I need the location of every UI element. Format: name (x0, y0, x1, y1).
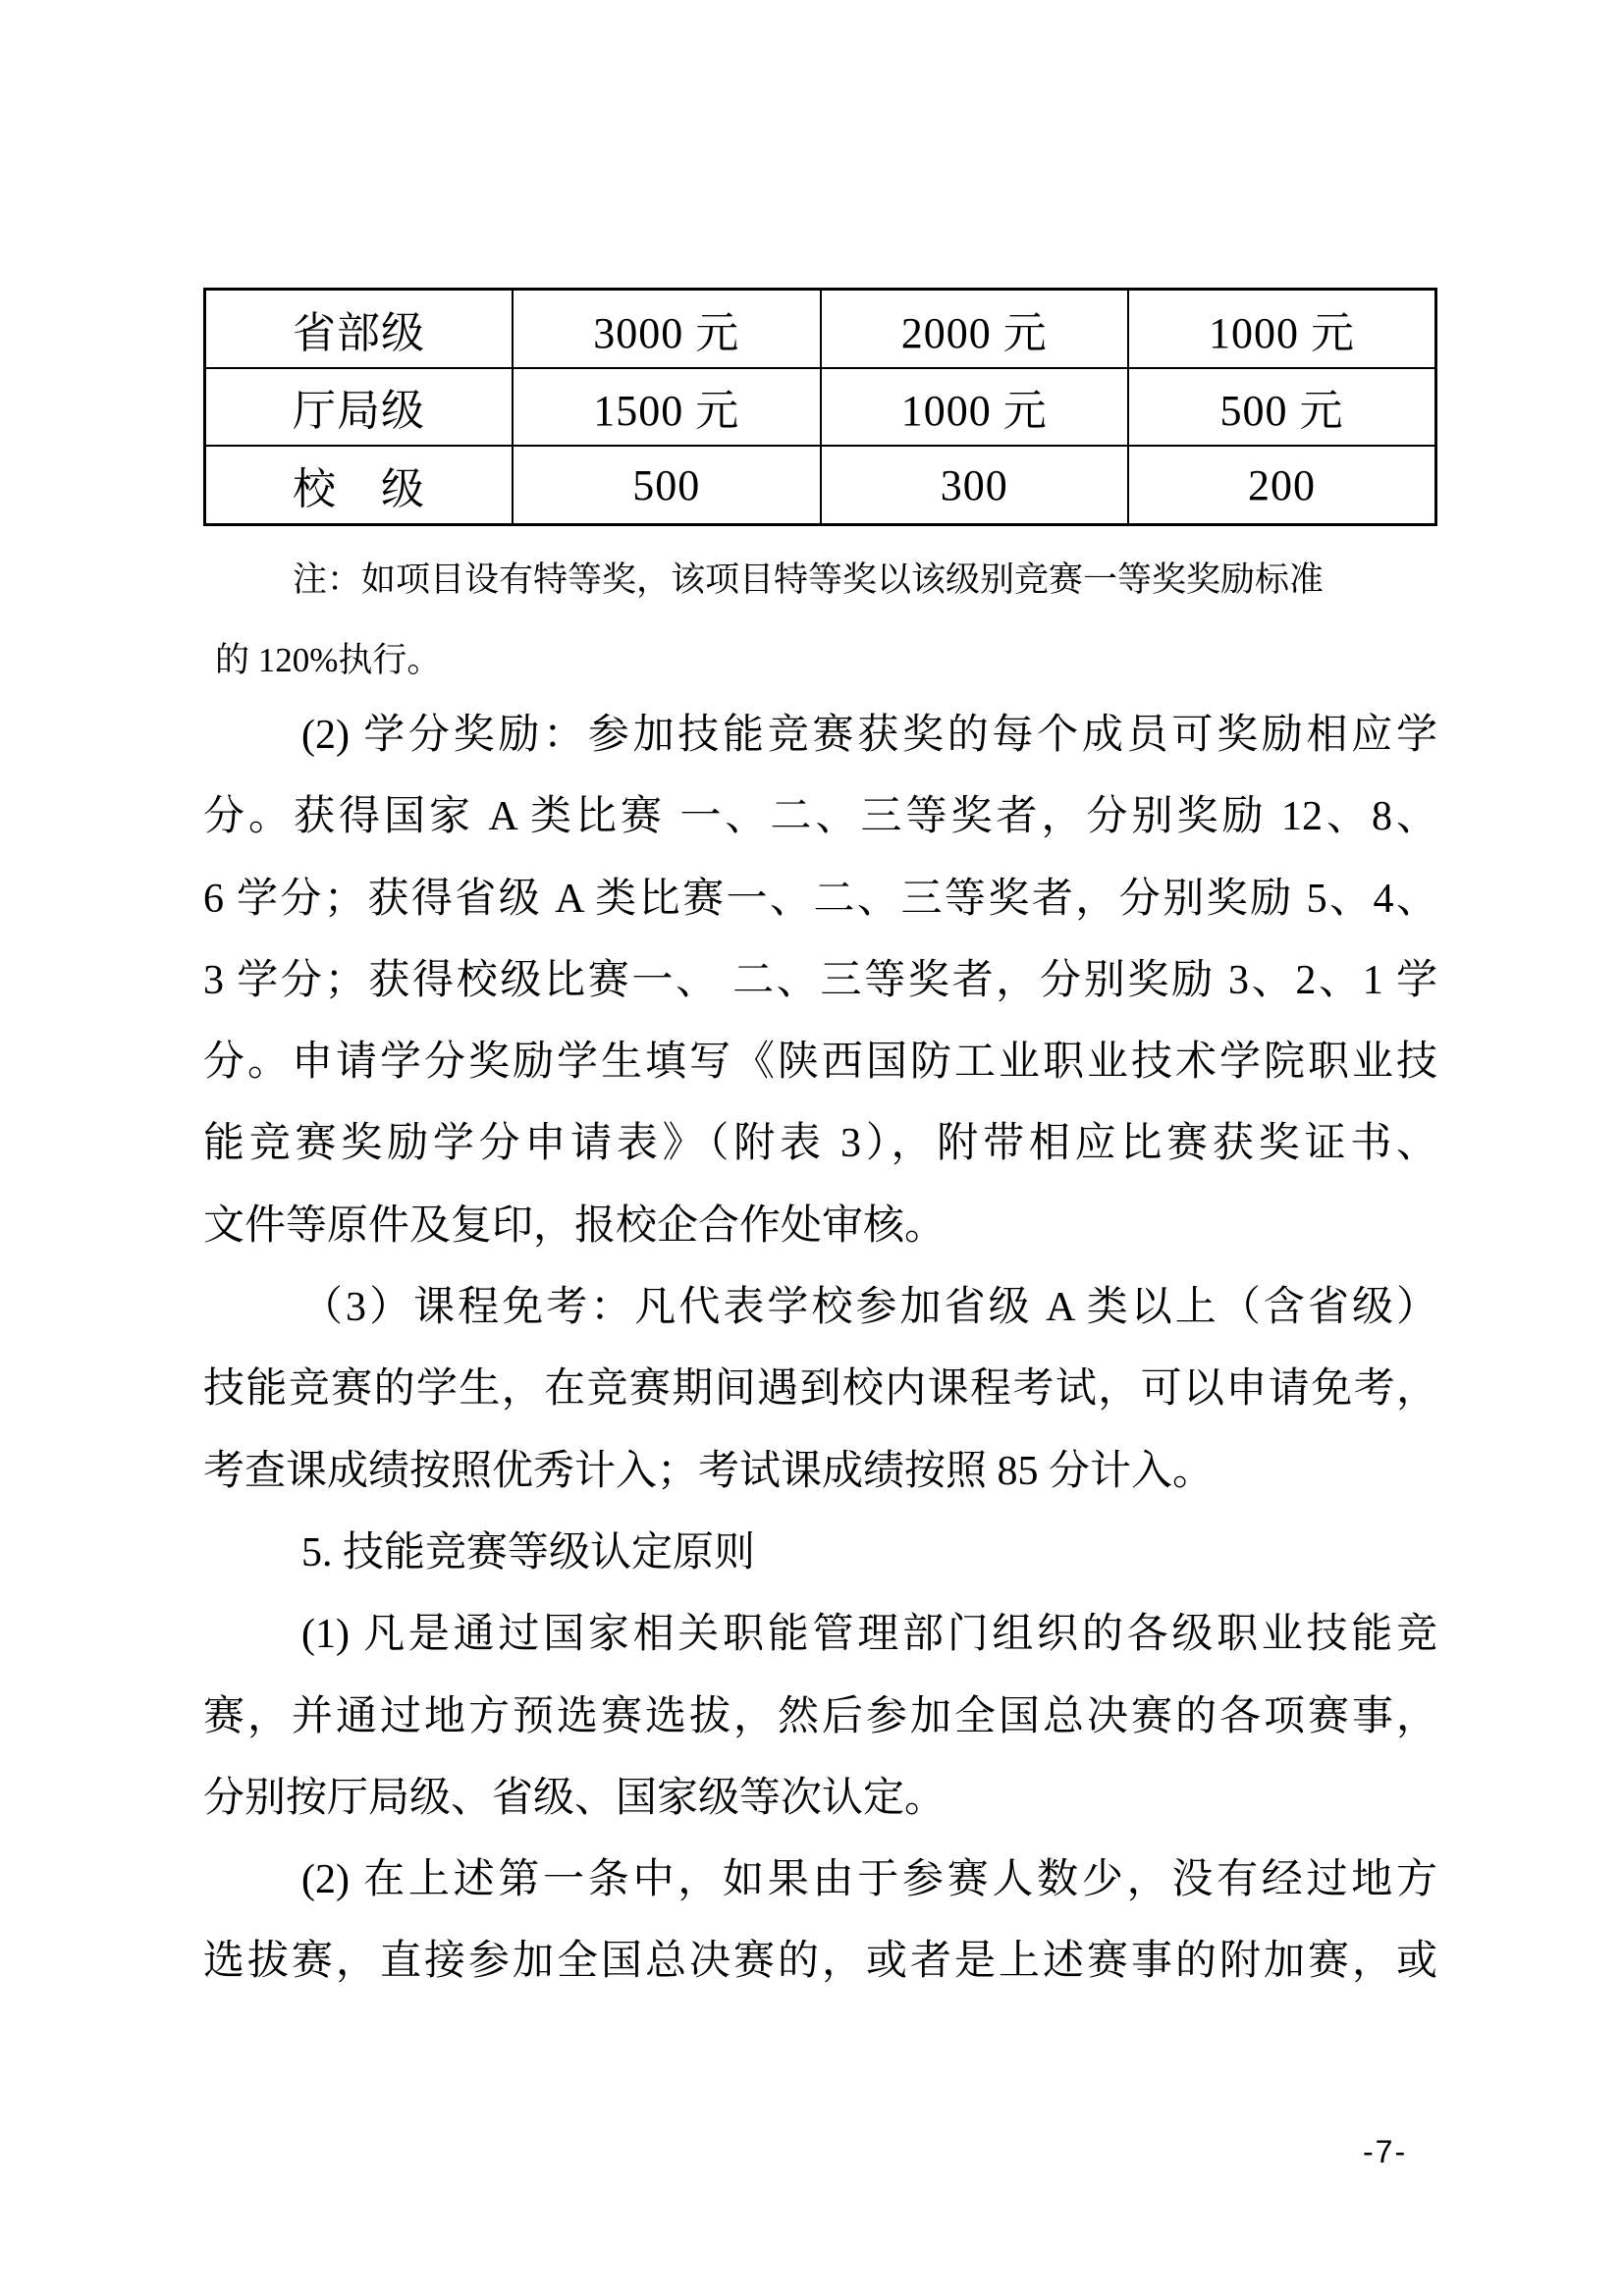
body-text (203, 695, 1437, 2003)
body-line: 3 学分；获得校级比赛一、 二、三等奖者，分别奖励 3、2、1 学 (203, 957, 1437, 1003)
table-cell-second-prize: 1000 元 (821, 368, 1129, 447)
body-line: 技能竞赛的学生，在竞赛期间遇到校内课程考试，可以申请免考， (203, 1366, 1437, 1413)
table-row (205, 446, 1436, 524)
note-line: 注：如项目设有特等奖，该项目特等奖以该级别竞赛一等奖奖励标准 (293, 561, 1325, 599)
page-number: -7- (1363, 2134, 1408, 2169)
table-cell-third-prize: 500 元 (1128, 368, 1436, 447)
table-cell-second-prize: 2000 元 (821, 290, 1129, 368)
table-cell-first-prize: 500 (513, 446, 821, 524)
section-heading: 5. 技能竞赛等级认定原则 (301, 1529, 756, 1575)
body-line: 考查课成绩按照优秀计入；考试课成绩按照 85 分计入。 (203, 1448, 1215, 1494)
body-line: (2) 在上述第一条中，如果由于参赛人数少，没有经过地方 (301, 1857, 1437, 1903)
table-cell-level: 省部级 (205, 290, 514, 368)
body-line: 分。申请学分奖励学生填写《陕西国防工业职业技术学院职业技 (203, 1040, 1437, 1086)
table-cell-level: 厅局级 (205, 368, 514, 447)
body-line: 能竞赛奖励学分申请表》（附表 3），附带相应比赛获奖证书、 (203, 1121, 1437, 1167)
body-line: （3）课程免考：凡代表学校参加省级 A 类以上（含省级） (301, 1285, 1437, 1331)
note-line: 的 120%执行。 (215, 641, 442, 679)
table-cell-second-prize: 300 (821, 446, 1129, 524)
body-line: 赛，并通过地方预选赛选拔，然后参加全国总决赛的各项赛事， (203, 1693, 1437, 1739)
table-cell-third-prize: 200 (1128, 446, 1436, 524)
body-line: 分别按厅局级、省级、国家级等次认定。 (203, 1775, 947, 1821)
table-cell-third-prize: 1000 元 (1128, 290, 1436, 368)
body-line: 分。获得国家 A 类比赛 一、二、三等奖者，分别奖励 12、8、 (203, 794, 1437, 840)
body-line: 选拔赛，直接参加全国总决赛的，或者是上述赛事的附加赛，或 (203, 1939, 1437, 1985)
body-line: 6 学分；获得省级 A 类比赛一、二、三等奖者，分别奖励 5、4、 (203, 876, 1437, 922)
body-line: 文件等原件及复印，报校企合作处审核。 (203, 1202, 947, 1249)
body-line: (2) 学分奖励：参加技能竞赛获奖的每个成员可奖励相应学 (301, 713, 1437, 758)
table-cell-first-prize: 1500 元 (513, 368, 821, 447)
award-standards-table (203, 288, 1437, 526)
table-cell-first-prize: 3000 元 (513, 290, 821, 368)
body-line: (1) 凡是通过国家相关职能管理部门组织的各级职业技能竞 (301, 1612, 1437, 1658)
table-row (205, 290, 1436, 368)
table-cell-level: 校 级 (205, 446, 514, 524)
table-row (205, 368, 1436, 447)
